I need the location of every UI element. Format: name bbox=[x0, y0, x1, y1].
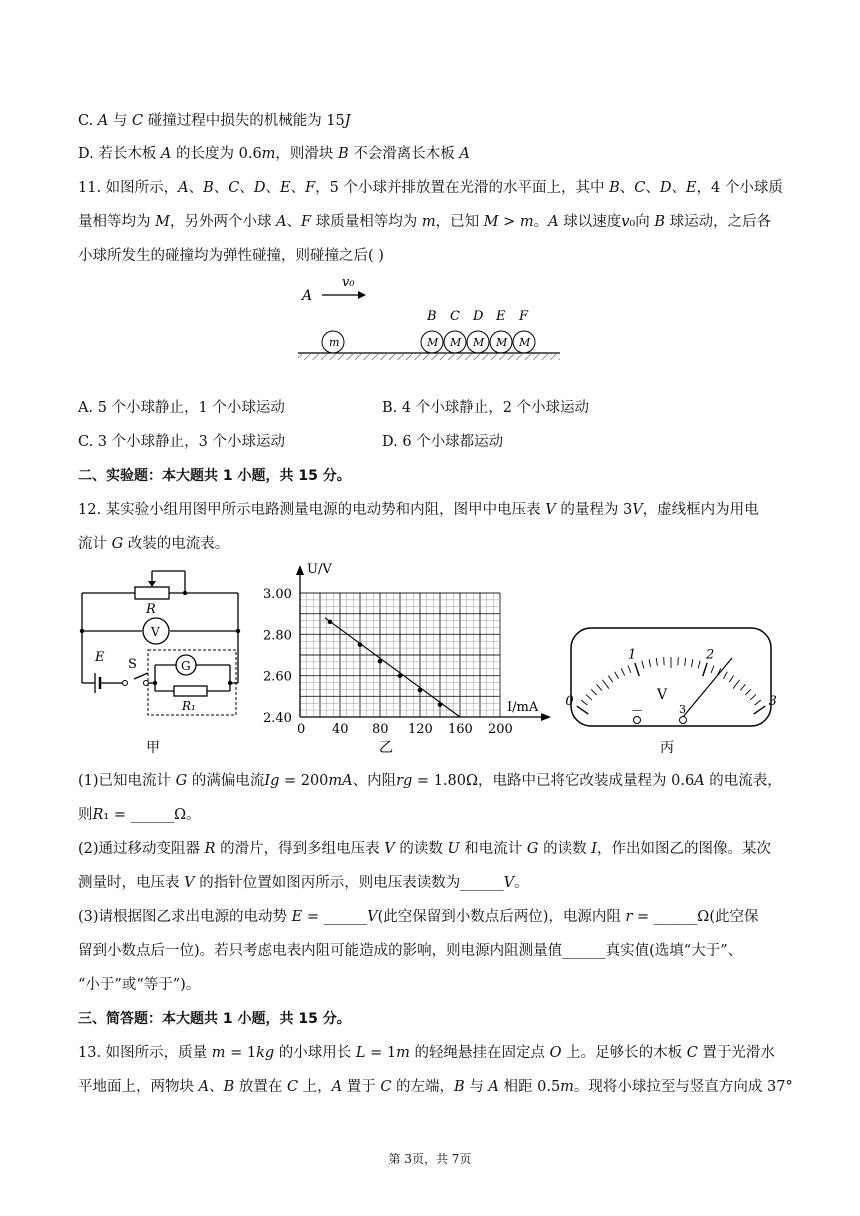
rheostat-r bbox=[135, 587, 169, 599]
rheostat-slider-arrow bbox=[148, 581, 156, 587]
data-point bbox=[378, 659, 383, 664]
ball-mass-label: M bbox=[519, 336, 531, 349]
ball-mass-label: M bbox=[496, 336, 508, 349]
y-tick-label: 2.40 bbox=[263, 711, 292, 726]
q11-stem-line2: 量相等均为 𝑀，另外两个小球 𝐴、𝐹 球质量相等均为 𝑚，已知 𝑀 > 𝑚。𝐴 球以速度𝑣₀向 𝐵 球运动，之后各 bbox=[78, 214, 772, 230]
shunt-resistor-r1 bbox=[174, 686, 207, 696]
shunt-resistor-label: R₁ bbox=[182, 699, 196, 713]
velocity-arrowhead bbox=[358, 291, 366, 299]
q13-stem-line1: 13. 如图所示，质量 𝑚 = 1𝑘𝑔 的小球用长 𝐿 = 1𝑚 的轻绳悬挂在固定点 𝑂 上。足够长的木板 𝐶 置于光滑水 bbox=[78, 1045, 775, 1061]
q12-part2-line2: 测量时，电压表 𝑉 的指针位置如图丙所示，则电压表读数为______𝑉。 bbox=[78, 875, 529, 891]
q13-stem-line2: 平地面上，两物块 𝐴、𝐵 放置在 𝐶 上，𝐴 置于 𝐶 的左端，𝐵 与 𝐴 相距 0.5𝑚。现将小球拉至与竖直方向成 37° bbox=[78, 1079, 793, 1095]
q11-option-d[interactable]: D. 6 个小球都运动 bbox=[382, 434, 504, 450]
q12-stem-line2: 流计 𝐺 改装的电流表。 bbox=[78, 536, 230, 552]
q11-stem-line1: 11. 如图所示，𝐴、𝐵、𝐶、𝐷、𝐸、𝐹，5 个小球并排放置在光滑的水平面上，其中 𝐵、𝐶、𝐷、𝐸，4 个小球质 bbox=[78, 180, 783, 196]
x-tick-label: 120 bbox=[408, 722, 433, 737]
junction-dot bbox=[228, 681, 232, 685]
voltmeter-face bbox=[565, 622, 780, 762]
q12-part3-line1: (3)请根据图乙求出电源的电动势 𝐸 = ______𝑉(此空保留到小数点后两位)，电源内阻 𝑟 = ______Ω(此空保 bbox=[78, 909, 759, 925]
section-3-heading: 三、简答题：本大题共 1 小题，共 15 分。 bbox=[78, 1011, 351, 1027]
meter-pos-terminal bbox=[680, 717, 687, 724]
switch-label: S bbox=[128, 657, 137, 672]
q12-part1-line1: (1)已知电流计 𝐺 的满偏电流𝐼𝑔 = 200𝑚𝐴、内阻𝑟𝑔 = 1.80Ω，电路中已将它改装成量程为 0.6𝐴 的电流表， bbox=[78, 773, 782, 789]
ball-mass-label: M bbox=[427, 336, 439, 349]
junction-dot bbox=[236, 629, 240, 633]
y-axis-arrow bbox=[296, 565, 304, 575]
ball-letter-label: B bbox=[427, 309, 437, 324]
ball-mass-label: M bbox=[450, 336, 462, 349]
meter-pos-terminal-label: 3 bbox=[679, 703, 686, 716]
meter-caption: 丙 bbox=[660, 740, 674, 756]
ground-hatch bbox=[298, 354, 560, 360]
page-footer: 第 3页，共 7页 bbox=[388, 1152, 472, 1166]
meter-neg-terminal bbox=[634, 717, 641, 724]
q11-option-c[interactable]: C. 3 个小球静止，3 个小球运动 bbox=[78, 434, 285, 450]
data-point bbox=[418, 688, 423, 693]
junction-dot bbox=[153, 681, 157, 685]
meter-scale-label: 1 bbox=[627, 647, 637, 663]
graph-caption: 乙 bbox=[379, 740, 393, 756]
q10-option-d: D. 若长木板 𝐴 的长度为 0.6𝑚，则滑块 𝐵 不会滑离长木板 𝐴 bbox=[78, 146, 470, 162]
emf-label: E bbox=[95, 650, 105, 665]
data-point bbox=[438, 702, 443, 707]
ball-letter-label: E bbox=[496, 309, 506, 324]
ball-letter-label: F bbox=[519, 309, 529, 324]
ball-a-mass: m bbox=[329, 336, 340, 349]
meter-frame bbox=[571, 628, 771, 726]
q12-part3-line3: “小于”或“等于”)。 bbox=[78, 977, 201, 993]
data-point bbox=[398, 673, 403, 678]
ball-mass-label: M bbox=[473, 336, 485, 349]
q12-part1-line2: 则𝑅₁ = ______Ω。 bbox=[78, 807, 201, 823]
meter-tick bbox=[664, 657, 665, 665]
meter-scale-label: 0 bbox=[565, 693, 574, 709]
x-tick-label: 40 bbox=[332, 722, 349, 737]
rheostat-label: R bbox=[146, 602, 156, 617]
q11-option-b[interactable]: B. 4 个小球静止，2 个小球运动 bbox=[382, 400, 590, 416]
data-point bbox=[328, 620, 333, 625]
switch-contact bbox=[123, 681, 128, 686]
x-axis-arrow bbox=[541, 713, 551, 721]
x-tick-label: 0 bbox=[297, 722, 306, 737]
meter-scale-label: 2 bbox=[706, 647, 715, 663]
y-tick-label: 3.00 bbox=[263, 587, 292, 602]
meter-tick bbox=[678, 657, 679, 665]
ball-a-label: A bbox=[302, 288, 313, 304]
meter-neg-terminal-label: — bbox=[632, 705, 642, 716]
galvanometer-label: G bbox=[181, 659, 191, 673]
x-tick-label: 160 bbox=[448, 722, 473, 737]
q11-balls-figure bbox=[290, 272, 570, 367]
ball-letter-label: D bbox=[473, 309, 484, 324]
q11-stem-line3: 小球所发生的碰撞均为弹性碰撞，则碰撞之后( ) bbox=[78, 248, 384, 264]
junction-dot bbox=[183, 591, 187, 595]
q12-stem-line1: 12. 某实验小组用图甲所示电路测量电源的电动势和内阻，图甲中电压表 𝑉 的量程为 3𝑉，虚线框内为用电 bbox=[78, 502, 759, 518]
q11-option-a[interactable]: A. 5 个小球静止，1 个小球运动 bbox=[78, 400, 285, 416]
u-i-graph bbox=[255, 555, 555, 760]
circuit-caption: 甲 bbox=[146, 740, 160, 756]
junction-dot bbox=[80, 629, 84, 633]
voltmeter-label: V bbox=[151, 625, 160, 639]
data-point bbox=[358, 642, 363, 647]
meter-v-label: V bbox=[657, 687, 668, 703]
v0-label: v₀ bbox=[342, 275, 355, 290]
q12-part2-line1: (2)通过移动变阻器 𝑅 的滑片，得到多组电压表 𝑉 的读数 𝑈 和电流计 𝐺 的读数 𝐼，作出如图乙的图像。某次 bbox=[78, 841, 771, 857]
section-2-heading: 二、实验题：本大题共 1 小题，共 15 分。 bbox=[78, 468, 351, 484]
circuit-diagram bbox=[70, 565, 255, 760]
meter-scale-label: 3 bbox=[768, 693, 777, 709]
y-tick-label: 2.60 bbox=[263, 669, 292, 685]
x-tick-label: 80 bbox=[372, 722, 389, 737]
q12-part3-line2: 留到小数点后一位)。若只考虑电表内阻可能造成的影响，则电源内阻测量值______真实值(选填“大于”、 bbox=[78, 943, 743, 959]
ball-letter-label: C bbox=[450, 309, 460, 324]
graph-ylabel: U/V bbox=[307, 562, 332, 577]
y-tick-label: 2.80 bbox=[263, 628, 292, 644]
x-tick-label: 200 bbox=[488, 722, 513, 737]
q10-option-c: C. 𝐴 与 𝐶 碰撞过程中损失的机械能为 15𝐽 bbox=[78, 113, 351, 129]
graph-xlabel: I/mA bbox=[507, 700, 539, 715]
